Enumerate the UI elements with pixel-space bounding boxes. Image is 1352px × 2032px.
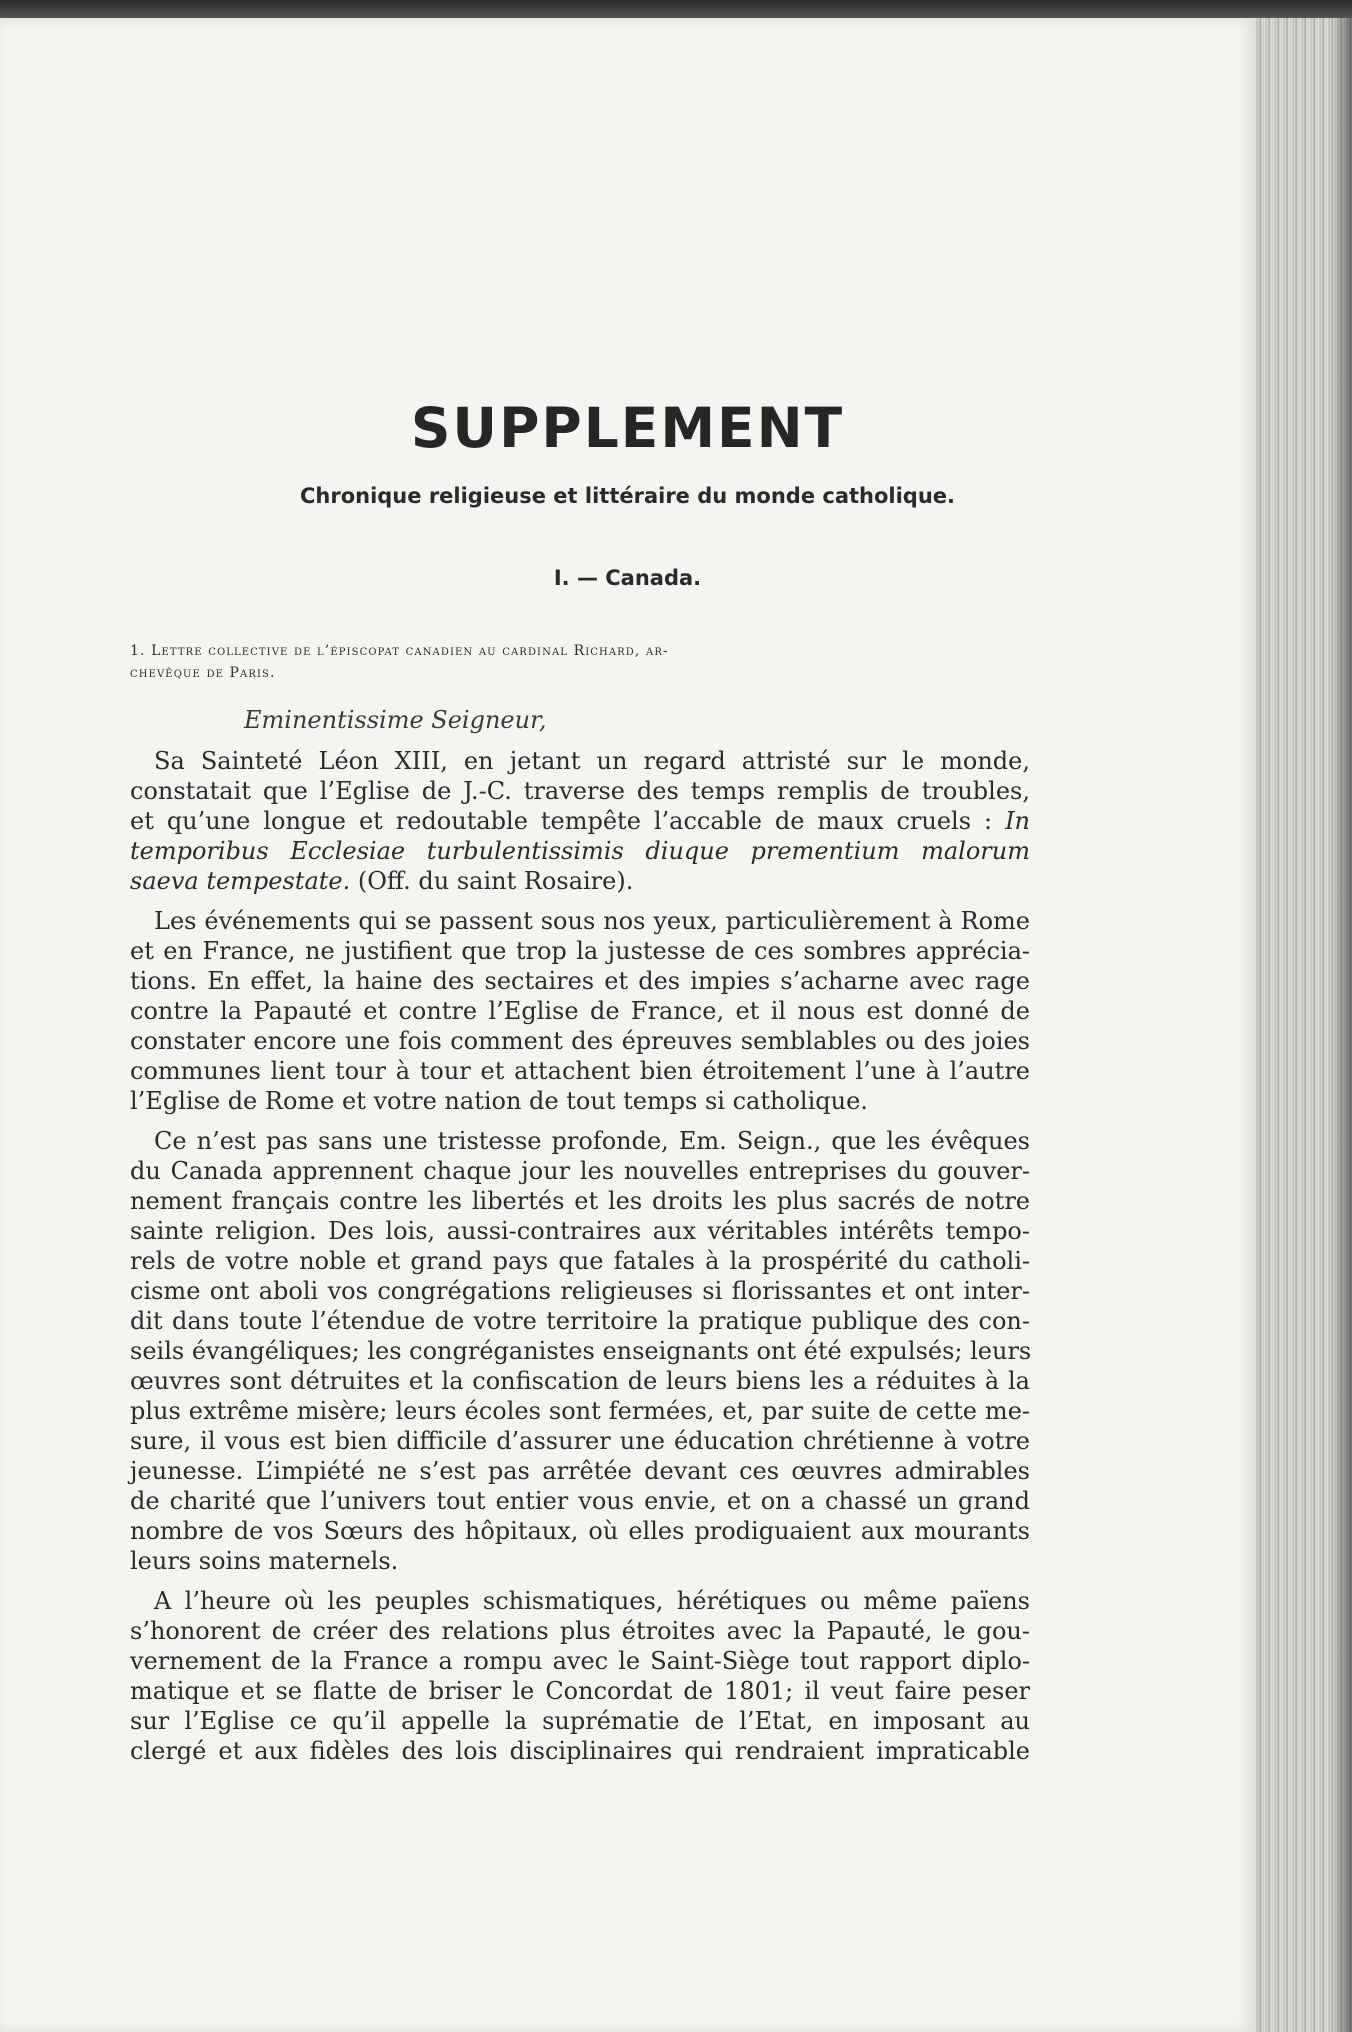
text-segment: l’Eglise de Rome et votre nation de tout temps si catholique. <box>130 1087 868 1115</box>
text-line <box>130 1456 1030 1486</box>
text-segment: constatait que l’Eglise de J.-C. traverse des temps remplis de troubles, <box>130 777 1030 805</box>
text-line <box>130 1306 1030 1336</box>
italic-segment: In <box>1005 807 1030 835</box>
text-segment: s’honorent de créer des relations plus étroites avec la Papauté, le gou- <box>130 1617 1030 1645</box>
text-segment: et qu’une longue et redoutable tempête l’accable de maux cruels : <box>130 807 1006 835</box>
text-line <box>130 866 1030 896</box>
page-fore-edge <box>1255 18 1352 2032</box>
text-line <box>130 906 1030 936</box>
caption-line: chevêque de Paris. <box>130 665 276 681</box>
salutation: Eminentissime Seigneur, <box>244 706 547 734</box>
text-line <box>130 1086 1030 1116</box>
text-segment: contre la Papauté et contre l’Eglise de France, et il nous est donné de <box>130 997 1030 1025</box>
text-segment: leurs soins maternels. <box>130 1547 399 1575</box>
text-segment: sure, il vous est bien difficile d’assurer une éducation chrétienne à votre <box>130 1427 1030 1455</box>
paragraph <box>130 1586 1030 1766</box>
text-segment: seils évangéliques; les congréganistes enseignants ont été expulsés; leurs <box>130 1337 1032 1365</box>
caption-line: 1. Lettre collective de l’épiscopat canadien au cardinal Richard, ar- <box>130 643 669 659</box>
text-segment: plus extrême misère; leurs écoles sont fermées, et, par suite de cette me- <box>130 1397 1030 1425</box>
text-line <box>130 806 1030 836</box>
letter-body <box>130 746 1030 1776</box>
text-line <box>130 936 1030 966</box>
text-segment: tions. En effet, la haine des sectaires et des impies s’acharne avec rage <box>130 967 1030 995</box>
text-line <box>130 1186 1030 1216</box>
item-caption <box>130 640 1030 684</box>
paragraph <box>130 746 1030 896</box>
section-heading: I. — Canada. <box>553 566 702 590</box>
text-segment: vernement de la France a rompu avec le Saint-Siège tout rapport diplo- <box>130 1647 1030 1675</box>
text-line <box>130 1126 1030 1156</box>
text-line <box>130 1156 1030 1186</box>
text-line <box>130 1426 1030 1456</box>
text-segment: cisme ont aboli vos congrégations religieuses si florissantes et ont inter- <box>130 1277 1030 1305</box>
paragraph <box>130 906 1030 1116</box>
text-line <box>130 1056 1030 1086</box>
text-line <box>130 996 1030 1026</box>
text-segment: A l’heure où les peuples schismatiques, hérétiques ou même païens <box>154 1587 1030 1615</box>
text-segment: sur l’Eglise ce qu’il appelle la suprématie de l’Etat, en imposant au <box>130 1707 1030 1735</box>
text-segment: matique et se flatte de briser le Concordat de 1801; il veut faire peser <box>130 1677 1030 1705</box>
text-line <box>130 1586 1030 1616</box>
text-line <box>130 1366 1030 1396</box>
paragraph <box>130 1126 1030 1576</box>
text-line <box>130 1216 1030 1246</box>
text-line <box>130 1546 1030 1576</box>
text-segment: Les événements qui se passent sous nos yeux, particulièrement à Rome <box>154 907 1030 935</box>
text-line <box>130 1276 1030 1306</box>
italic-segment: saeva tempestate. <box>130 867 351 895</box>
text-line <box>130 966 1030 996</box>
italic-segment: temporibus Ecclesiae turbulentissimis diuque prementium malorum <box>130 837 1030 865</box>
text-segment: sainte religion. Des lois, aussi-contraires aux véritables intérêts tempo- <box>130 1217 1030 1245</box>
text-segment: communes lient tour à tour et attachent bien étroitement l’une à l’autre <box>130 1057 1030 1085</box>
text-line <box>130 746 1030 776</box>
book-page <box>0 18 1255 2032</box>
text-segment: clergé et aux fidèles des lois disciplinaires qui rendraient impraticable <box>130 1737 1030 1765</box>
text-line <box>130 1646 1030 1676</box>
text-segment: dit dans toute l’étendue de votre territoire la pratique publique des con- <box>130 1307 1030 1335</box>
text-line <box>130 776 1030 806</box>
text-segment: rels de votre noble et grand pays que fatales à la prospérité du catholi- <box>130 1247 1030 1275</box>
text-segment: nement français contre les libertés et les droits les plus sacrés de notre <box>130 1187 1030 1215</box>
scan-top-border <box>0 0 1352 20</box>
text-segment: Sa Sainteté Léon XIII, en jetant un regard attristé sur le monde, <box>154 747 1030 775</box>
text-line <box>130 1026 1030 1056</box>
text-line <box>130 1336 1030 1366</box>
text-segment: du Canada apprennent chaque jour les nouvelles entreprises du gouver- <box>130 1157 1030 1185</box>
text-line <box>130 1706 1030 1736</box>
text-segment: constater encore une fois comment des épreuves semblables ou des joies <box>130 1027 1030 1055</box>
text-line <box>130 836 1030 866</box>
text-line <box>130 1676 1030 1706</box>
page-title: SUPPLEMENT <box>410 396 845 460</box>
text-segment: de charité que l’univers tout entier vous envie, et on a chassé un grand <box>130 1487 1030 1515</box>
text-line <box>130 1736 1030 1766</box>
text-segment: jeunesse. L’impiété ne s’est pas arrêtée devant ces œuvres admirables <box>130 1457 1030 1485</box>
text-segment: (Off. du saint Rosaire). <box>350 867 634 895</box>
text-segment: œuvres sont détruites et la confiscation de leurs biens les a réduites à la <box>130 1367 1030 1395</box>
text-line <box>130 1246 1030 1276</box>
text-segment: Ce n’est pas sans une tristesse profonde, Em. Seign., que les évêques <box>154 1127 1030 1155</box>
text-line <box>130 1486 1030 1516</box>
text-segment: nombre de vos Sœurs des hôpitaux, où elles prodiguaient aux mourants <box>130 1517 1030 1545</box>
text-line <box>130 1616 1030 1646</box>
text-line <box>130 1516 1030 1546</box>
page-subtitle: Chronique religieuse et littéraire du monde catholique. <box>299 484 956 508</box>
text-segment: et en France, ne justifient que trop la justesse de ces sombres apprécia- <box>130 937 1030 965</box>
text-line <box>130 1396 1030 1426</box>
